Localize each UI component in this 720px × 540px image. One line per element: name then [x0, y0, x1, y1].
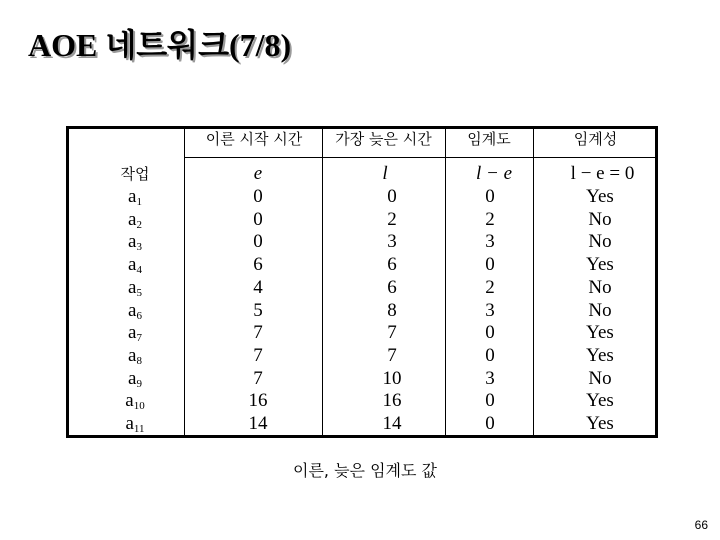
critical-cell: Yes	[586, 413, 614, 435]
critical-cell: No	[588, 231, 612, 253]
critical-cell: Yes	[586, 186, 614, 207]
e-cell: 5	[253, 299, 263, 321]
task-cell: $a_5$	[128, 276, 142, 299]
task-cell: $a_{10}$	[125, 390, 145, 413]
critical-cell: No	[588, 367, 612, 389]
critical-cell: No	[588, 208, 612, 230]
task-cell: $a_2$	[128, 208, 142, 231]
e-cell: 0	[253, 186, 263, 207]
slack-cell: 0	[485, 322, 495, 344]
l-cell: 10	[382, 367, 402, 389]
slack-cell: 3	[485, 367, 495, 389]
task-cell: $a_3$	[128, 231, 142, 254]
e-cell: 14	[248, 413, 268, 435]
symbol-critical: l − e = 0	[570, 163, 635, 184]
task-cell: $a_9$	[128, 367, 142, 390]
critical-cell: Yes	[586, 390, 614, 412]
l-cell: 3	[387, 231, 397, 253]
slack-cell: 2	[485, 276, 495, 298]
critical-cell: No	[588, 276, 612, 298]
critical-cell: Yes	[586, 322, 614, 344]
slack-cell: 0	[485, 186, 495, 207]
column-divider	[445, 126, 446, 438]
e-cell: 7	[253, 367, 263, 389]
e-cell: 16	[248, 390, 268, 412]
task-cell: $a_{11}$	[125, 413, 145, 436]
task-cell: $a_4$	[128, 254, 142, 277]
slack-cell: 3	[485, 231, 495, 253]
task-cell: $a_6$	[128, 299, 142, 322]
table-caption: 이른, 늦은 임계도 값	[293, 461, 437, 480]
l-cell: 7	[387, 322, 397, 344]
l-cell: 0	[387, 186, 397, 207]
column-divider	[184, 126, 185, 438]
slide-title: AOE 네트워크(7/8)	[28, 27, 292, 63]
symbol-slack: l − e	[475, 163, 513, 184]
header-late-start: 가장 늦은 시간	[335, 130, 432, 148]
l-cell: 7	[387, 344, 397, 366]
slack-cell: 2	[485, 208, 495, 230]
header-task: 작업	[120, 165, 150, 183]
critical-cell: No	[588, 299, 612, 321]
page-number: 66	[694, 518, 708, 532]
early-start-column	[228, 186, 288, 436]
l-cell: 8	[387, 299, 397, 321]
task-cell: $a_8$	[128, 344, 142, 367]
late-start-column	[362, 186, 422, 436]
l-cell: 2	[387, 208, 397, 230]
header-critical: 임계성	[573, 130, 618, 148]
task-cell: $a_7$	[128, 322, 142, 345]
column-divider	[322, 126, 323, 438]
l-cell: 14	[382, 413, 402, 435]
critical-column	[570, 186, 630, 436]
slack-column	[460, 186, 520, 436]
e-cell: 7	[253, 322, 263, 344]
e-cell: 0	[253, 208, 263, 230]
symbol-l: l	[382, 163, 388, 184]
l-cell: 6	[387, 254, 397, 276]
e-cell: 6	[253, 254, 263, 276]
slack-cell: 0	[485, 413, 495, 435]
header-early-start: 이른 시작 시간	[205, 130, 303, 148]
e-cell: 7	[253, 344, 263, 366]
e-cell: 4	[253, 276, 263, 298]
slack-cell: 0	[485, 344, 495, 366]
critical-cell: Yes	[586, 254, 614, 276]
l-cell: 6	[387, 276, 397, 298]
e-cell: 0	[253, 231, 263, 253]
symbol-e: e	[253, 163, 263, 184]
l-cell: 16	[382, 390, 402, 412]
slack-cell: 0	[485, 254, 495, 276]
slack-cell: 0	[485, 390, 495, 412]
task-cell: $a_1$	[128, 186, 142, 208]
critical-cell: Yes	[586, 344, 614, 366]
header-slack: 임계도	[467, 130, 511, 148]
slack-cell: 3	[485, 299, 495, 321]
task-column	[105, 186, 165, 436]
header-divider	[184, 157, 658, 158]
